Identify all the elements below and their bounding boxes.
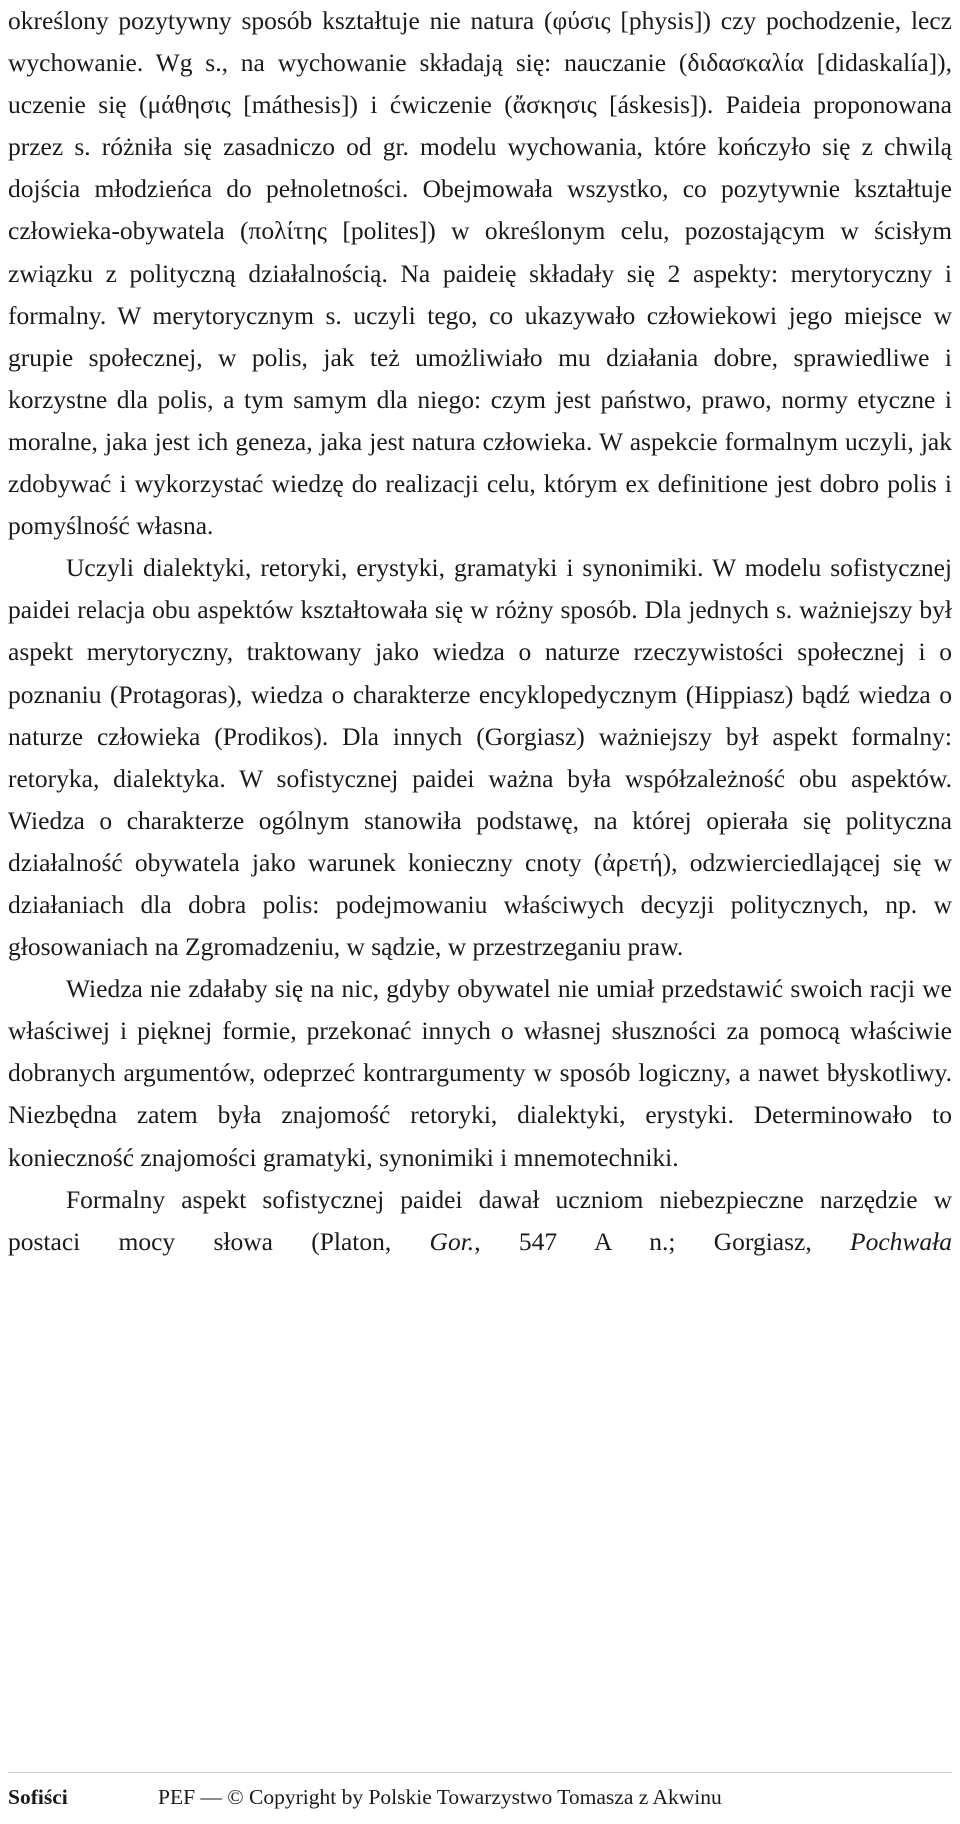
paragraph-3 <box>8 968 952 1178</box>
paragraph-4-text-b: , 547 A n.; Gorgiasz, <box>474 1226 850 1256</box>
document-page <box>8 0 952 1263</box>
paragraph-2 <box>8 547 952 968</box>
footer-divider <box>8 1772 952 1773</box>
paragraph-4-citation-pochwala: Pochwała <box>850 1226 952 1256</box>
paragraph-3-text: Wiedza nie zdałaby się na nic, gdyby obywatel nie umiał przedstawić swoich racji we właściwej i pięknej formie, przekonać innych o własnej słuszności za pomocą właściwie dobranych argumentów, odeprzeć kontrargumenty w sposób logiczny, a nawet błyskotliwy. Niezbędna zatem była znajomość retoryki, dialektyki, erystyki. Determinowało to konieczność znajomości gramatyki, synonimiki i mnemotechniki. <box>8 974 952 1172</box>
paragraph-2-text: Uczyli dialektyki, retoryki, erystyki, gramatyki i synonimiki. W modelu sofistycznej paidei relacja obu aspektów kształtowała się w różny sposób. Dla jednych s. ważniejszy był aspekt merytoryczny, traktowany jako wiedza o naturze rzeczywistości społecznej i o poznaniu (Protagoras), wiedza o charakterze encyklopedycznym (Hippiasz) bądź wiedza o naturze człowieka (Prodikos). Dla innych (Gorgiasz) ważniejszy był aspekt formalny: retoryka, dialektyka. W sofistycznej paidei ważna była współzależność obu aspektów. Wiedza o charakterze ogólnym stanowiła podstawę, na której opierała się polityczna działalność obywatela jako warunek konieczny cnoty (ἀρετή), odzwierciedlającej się w działaniach dla dobra polis: podejmowaniu właściwych decyzji politycznych, np. w głosowaniach na Zgromadzeniu, w sądzie, w przestrzeganiu praw. <box>8 553 952 962</box>
paragraph-4-citation-gor: Gor. <box>429 1226 475 1256</box>
footer-copyright: PEF — © Copyright by Polskie Towarzystwo Tomasza z Akwinu <box>158 1785 722 1809</box>
footer-section-title: Sofiści <box>8 1785 68 1809</box>
paragraph-4 <box>8 1179 952 1263</box>
paragraph-4-text-a: Formalny aspekt sofistycznej paidei dawał uczniom niebezpieczne narzędzie w postaci mocy słowa (Platon, <box>8 1184 952 1256</box>
paragraph-1 <box>8 0 952 547</box>
page-footer <box>8 1779 952 1815</box>
paragraph-1-text: określony pozytywny sposób kształtuje nie natura (φύσις [physis]) czy pochodzenie, lecz wychowanie. Wg s., na wychowanie składają się: nauczanie (διδασκαλία [didaskalía]), uczenie się (μάθησις [máthesis]) i ćwiczenie (ἄσκησις [áskesis]). Paideia proponowana przez s. różniła się zasadniczo od gr. modelu wychowania, które kończyło się z chwilą dojścia młodzieńca do pełnoletności. Obejmowała wszystko, co pozytywnie kształtuje człowieka-obywatela (πολίτης [polites]) w określonym celu, pozostającym w ścisłym związku z polityczną działalnością. Na paideię składały się 2 aspekty: merytoryczny i formalny. W merytorycznym s. uczyli tego, co ukazywało człowiekowi jego miejsce w grupie społecznej, w polis, jak też umożliwiało mu działania dobre, sprawiedliwe i korzystne dla polis, a tym samym dla niego: czym jest państwo, prawo, normy etyczne i moralne, jaka jest ich geneza, jaka jest natura człowieka. W aspekcie formalnym uczyli, jak zdobywać i wykorzystać wiedzę do realizacji celu, którym ex definitione jest dobro polis i pomyślność własna. <box>8 6 952 541</box>
